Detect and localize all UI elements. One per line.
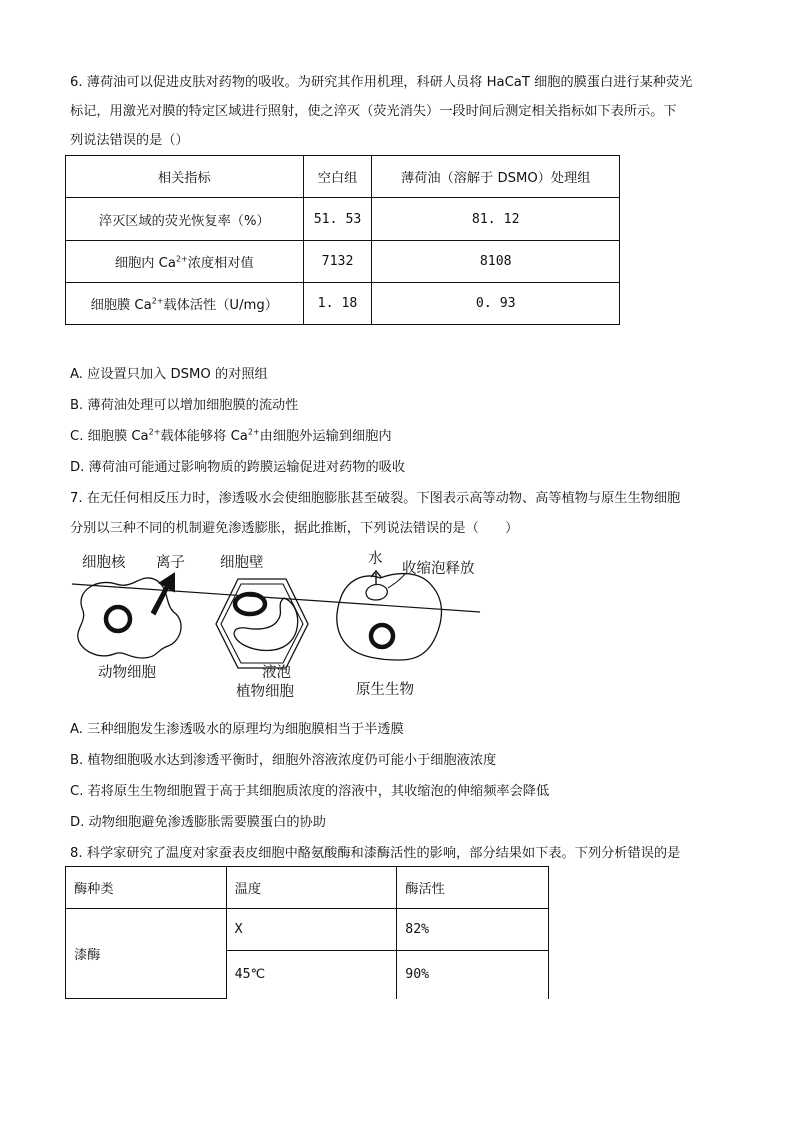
q6-row1-blank: 51. 53	[303, 198, 372, 241]
q6-header-treated: 薄荷油（溶解于 DSMO）处理组	[372, 156, 620, 198]
q6-line-1: 6. 薄荷油可以促进皮肤对药物的吸收。为研究其作用机理，科研人员将 HaCaT 细胞的膜蛋白进行某种荧光	[70, 75, 693, 90]
q6-row3-blank: 1. 18	[303, 283, 372, 325]
q8-header-enzyme: 酶种类	[66, 867, 227, 909]
q6-row2-label	[66, 241, 304, 283]
q6-row3-label-sup: 2+	[151, 296, 164, 306]
q8-line-1: 8. 科学家研究了温度对家蚕表皮细胞中酪氨酸酶和漆酶活性的影响，部分结果如下表。下列分析错误的是	[70, 846, 681, 861]
protist-nucleus	[371, 625, 393, 647]
q6-option-a: A. 应设置只加入 DSMO 的对照组	[70, 367, 268, 382]
animal-nucleus	[106, 607, 130, 631]
q6-row2-blank: 7132	[303, 241, 372, 283]
q6-row1-label: 淬灭区域的荧光恢复率（%）	[66, 198, 304, 241]
q6-row3-label-post: 载体活性（U/mg）	[163, 298, 278, 313]
q8-header-temp: 温度	[226, 867, 397, 909]
q6-table	[65, 155, 620, 325]
q6-line-3: 列说法错误的是（）	[70, 133, 189, 148]
q7-line-2: 分别以三种不同的机制避免渗透膨胀，据此推断，下列说法错误的是（ ）	[70, 521, 519, 536]
plant-cell-wall	[216, 579, 308, 668]
q6-option-c-mid: 载体能够将 Ca	[160, 429, 248, 444]
q8-table	[65, 866, 549, 999]
q8-enzyme-name: 漆酶	[66, 909, 227, 999]
q6-option-c	[70, 425, 392, 444]
label-protist: 原生生物	[356, 682, 414, 698]
table-row	[66, 909, 549, 951]
q7-option-d: D. 动物细胞避免渗透膨胀需要膜蛋白的协助	[70, 815, 326, 830]
q6-row3-treated: 0. 93	[372, 283, 620, 325]
q7-cell-figure	[0, 540, 794, 705]
q8-header-activity: 酶活性	[397, 867, 549, 909]
q8-row2-temp: 45℃	[226, 951, 397, 999]
table-row	[66, 283, 620, 325]
q6-option-d: D. 薄荷油可能通过影响物质的跨膜运输促进对药物的吸收	[70, 460, 406, 475]
q6-row2-label-pre: 细胞内 Ca	[114, 256, 176, 271]
label-nucleus: 细胞核	[82, 555, 126, 571]
q6-option-c-sup2: 2+	[247, 427, 260, 437]
label-ion: 离子	[156, 555, 185, 571]
q8-row1-temp: X	[226, 909, 397, 951]
q6-row1-treated: 81. 12	[372, 198, 620, 241]
q6-row3-label-pre: 细胞膜 Ca	[90, 298, 152, 313]
contractile-vacuole	[366, 585, 387, 600]
q6-header-blank: 空白组	[303, 156, 372, 198]
q7-line-1: 7. 在无任何相反压力时，渗透吸水会使细胞膨胀甚至破裂。下图表示高等动物、高等植物与原生生物细胞	[70, 491, 681, 506]
q6-row2-treated: 8108	[372, 241, 620, 283]
q7-option-a: A. 三种细胞发生渗透吸水的原理均为细胞膜相当于半透膜	[70, 722, 404, 737]
table-row	[66, 198, 620, 241]
q6-option-c-pre: C. 细胞膜 Ca	[70, 429, 149, 444]
q7-option-c: C. 若将原生生物细胞置于高于其细胞质浓度的溶液中，其收缩泡的伸缩频率会降低	[70, 784, 550, 799]
q8-row1-activity: 82%	[397, 909, 549, 951]
label-vacuole: 液泡	[262, 665, 291, 681]
q6-row2-label-post: 浓度相对值	[187, 256, 254, 271]
diagonal-line	[72, 584, 480, 612]
q6-option-b: B. 薄荷油处理可以增加细胞膜的流动性	[70, 398, 299, 413]
label-plant-cell: 植物细胞	[236, 684, 294, 700]
table-row	[66, 241, 620, 283]
label-animal-cell: 动物细胞	[98, 665, 156, 681]
label-cell-wall: 细胞壁	[220, 555, 264, 571]
label-contractile: 收缩泡释放	[402, 561, 475, 577]
q8-row2-activity: 90%	[397, 951, 549, 999]
q6-option-c-sup1: 2+	[148, 427, 161, 437]
q6-header-indicator: 相关指标	[66, 156, 304, 198]
q6-row2-label-sup: 2+	[175, 254, 188, 264]
label-water: 水	[368, 551, 383, 567]
q7-option-b: B. 植物细胞吸水达到渗透平衡时，细胞外溶液浓度仍可能小于细胞液浓度	[70, 753, 497, 768]
q6-row3-label	[66, 283, 304, 325]
q6-option-c-post: 由细胞外运输到细胞内	[259, 429, 392, 444]
plant-nucleus	[235, 594, 265, 614]
q6-line-2: 标记，用激光对膜的特定区域进行照射，使之淬灭（荧光消失）一段时间后测定相关指标如下表所示。下	[70, 104, 677, 119]
